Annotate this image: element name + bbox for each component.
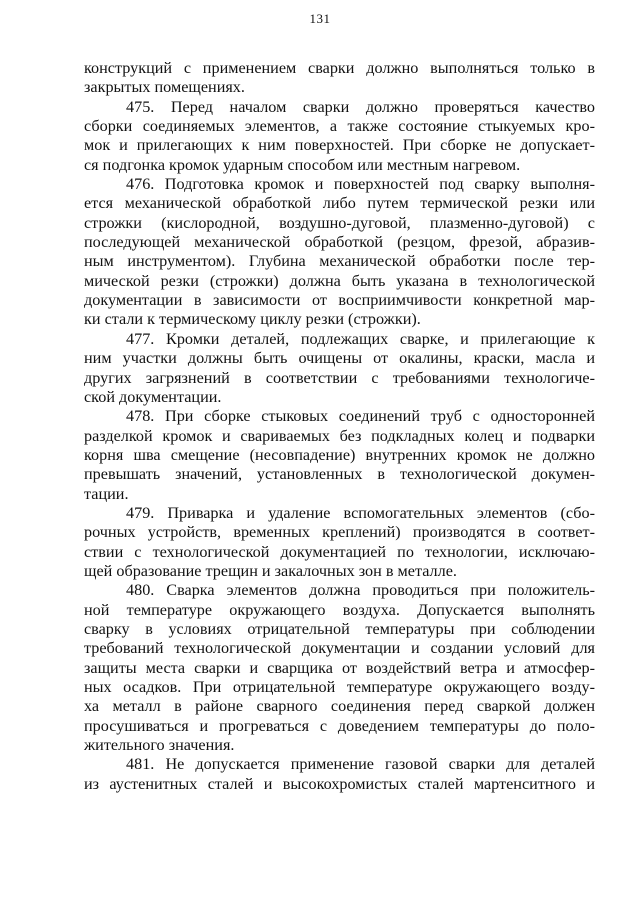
text-line: рочных устройств, временных креплений) производятся в соответ- — [84, 523, 595, 542]
text-line: ется механической обработкой либо путем термической резки или — [84, 194, 595, 213]
text-line: тации. — [84, 484, 129, 503]
text-line: последующей механической обработкой (резцом, фрезой, абразив- — [84, 233, 595, 252]
text-line: сварку в условиях отрицательной температуры при соблюдении — [84, 619, 595, 638]
paragraph-first-line: 476. Подготовка кромок и поверхностей под сварку выполня- — [126, 175, 595, 194]
paragraph-first-line: 479. Приварка и удаление вспомогательных элементов (сбо- — [126, 503, 595, 522]
text-line: ной температуре окружающего воздуха. Допускается выполнять — [84, 600, 595, 619]
text-line: ным инструментом). Глубина механической обработки после тер- — [84, 252, 595, 271]
text-line: жительного значения. — [84, 736, 235, 755]
text-line: конструкций с применением сварки должно выполняться только в — [84, 59, 595, 77]
text-line: ся подгонка кромок ударным способом или местным нагревом. — [84, 155, 521, 174]
text-line: щей образование трещин и закалочных зон в металле. — [84, 561, 457, 580]
text-line: закрытых помещениях. — [84, 78, 245, 97]
text-line: ним участки должны быть очищены от окалины, краски, масла и — [84, 349, 595, 368]
paragraph-first-line: 475. Перед началом сварки должно проверяться качество — [126, 97, 595, 116]
text-line: мок и прилегающих к ним поверхностей. При сборке не допускает- — [84, 136, 595, 155]
text-line: строжки (кислородной, воздушно-дуговой, плазменно-дуговой) с — [84, 213, 595, 232]
text-line: мической резки (строжки) должна быть указана в технологической — [84, 271, 595, 290]
text-line: других загрязнений в соответствии с требованиями технологиче- — [84, 368, 595, 387]
text-line: ха металл в районе сварного соединения перед сваркой должен — [84, 697, 595, 716]
document-body — [84, 59, 595, 794]
page-number: 131 — [309, 11, 331, 26]
text-line: разделкой кромок и свариваемых без подкладных колец и подварки — [84, 426, 595, 445]
text-line: просушиваться и прогреваться с доведением температуры до поло- — [84, 716, 595, 735]
text-line: сборки соединяемых элементов, а также состояние стыкуемых кро- — [84, 117, 595, 136]
text-line: ствии с технологической документацией по технологии, исключаю- — [84, 542, 595, 561]
text-line: корня шва смещение (несовпадение) внутренних кромок не должно — [84, 445, 595, 464]
text-line: требований технологической документации и создании условий для — [84, 639, 595, 658]
text-line: ных осадков. При отрицательной температуре окружающего возду- — [84, 678, 595, 696]
text-line: ки стали к термическому циклу резки (строжки). — [84, 310, 421, 329]
paragraph-first-line: 481. Не допускается применение газовой сварки для деталей — [126, 755, 595, 774]
text-line: превышать значений, установленных в технологической докумен- — [84, 465, 595, 484]
text-line: из аустенитных сталей и высокохромистых сталей мартенситного и — [84, 774, 595, 793]
text-line: ской документации. — [84, 387, 222, 406]
paragraph-first-line: 478. При сборке стыковых соединений труб с односторонней — [126, 407, 595, 426]
paragraph-first-line: 477. Кромки деталей, подлежащих сварке, и прилегающие к — [126, 329, 595, 348]
text-line: документации в зависимости от восприимчивости конкретной мар- — [84, 291, 595, 310]
text-line: защиты места сварки и сварщика от воздействий ветра и атмосфер- — [84, 658, 595, 677]
paragraph-first-line: 480. Сварка элементов должна проводиться при положитель- — [126, 581, 595, 600]
